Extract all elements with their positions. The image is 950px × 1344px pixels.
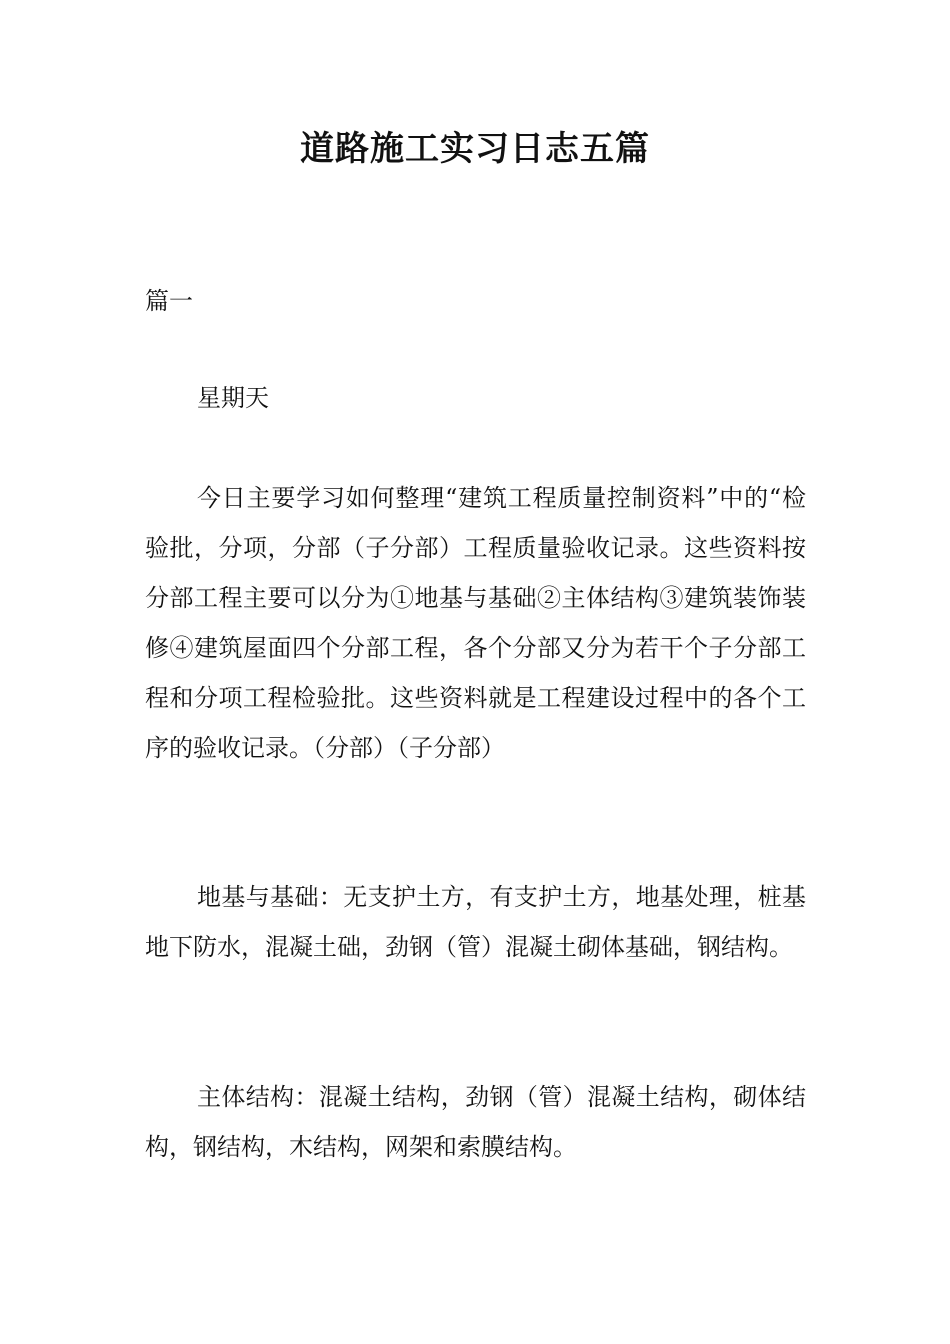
paragraph-foundation: 地基与基础：无支护土方，有支护土方，地基处理，桩基地下防水，混凝土础，劲钢（管）混凝土砌体基础，钢结构。 [145,883,806,961]
document-title: 道路施工实习日志五篇 [300,129,650,169]
weekday-heading: 星期天 [197,384,269,412]
paragraph-intro: 今日主要学习如何整理“建筑工程质量控制资料”中的“检验批，分项，分部（子分部）工程质量验收记录。这些资料按分部工程主要可以分为①地基与基础②主体结构③建筑装饰装修④建筑屋面四个分部工程，各个分部又分为若干个子分部工程和分项工程检验批。这些资料就是工程建设过程中的各个工序的验收记录。（分部）（子分部） [145,484,806,762]
section-label: 篇一 [145,287,193,315]
paragraph-main-structure: 主体结构：混凝土结构，劲钢（管）混凝土结构，砌体结构，钢结构，木结构，网架和索膜结构。 [145,1083,806,1161]
